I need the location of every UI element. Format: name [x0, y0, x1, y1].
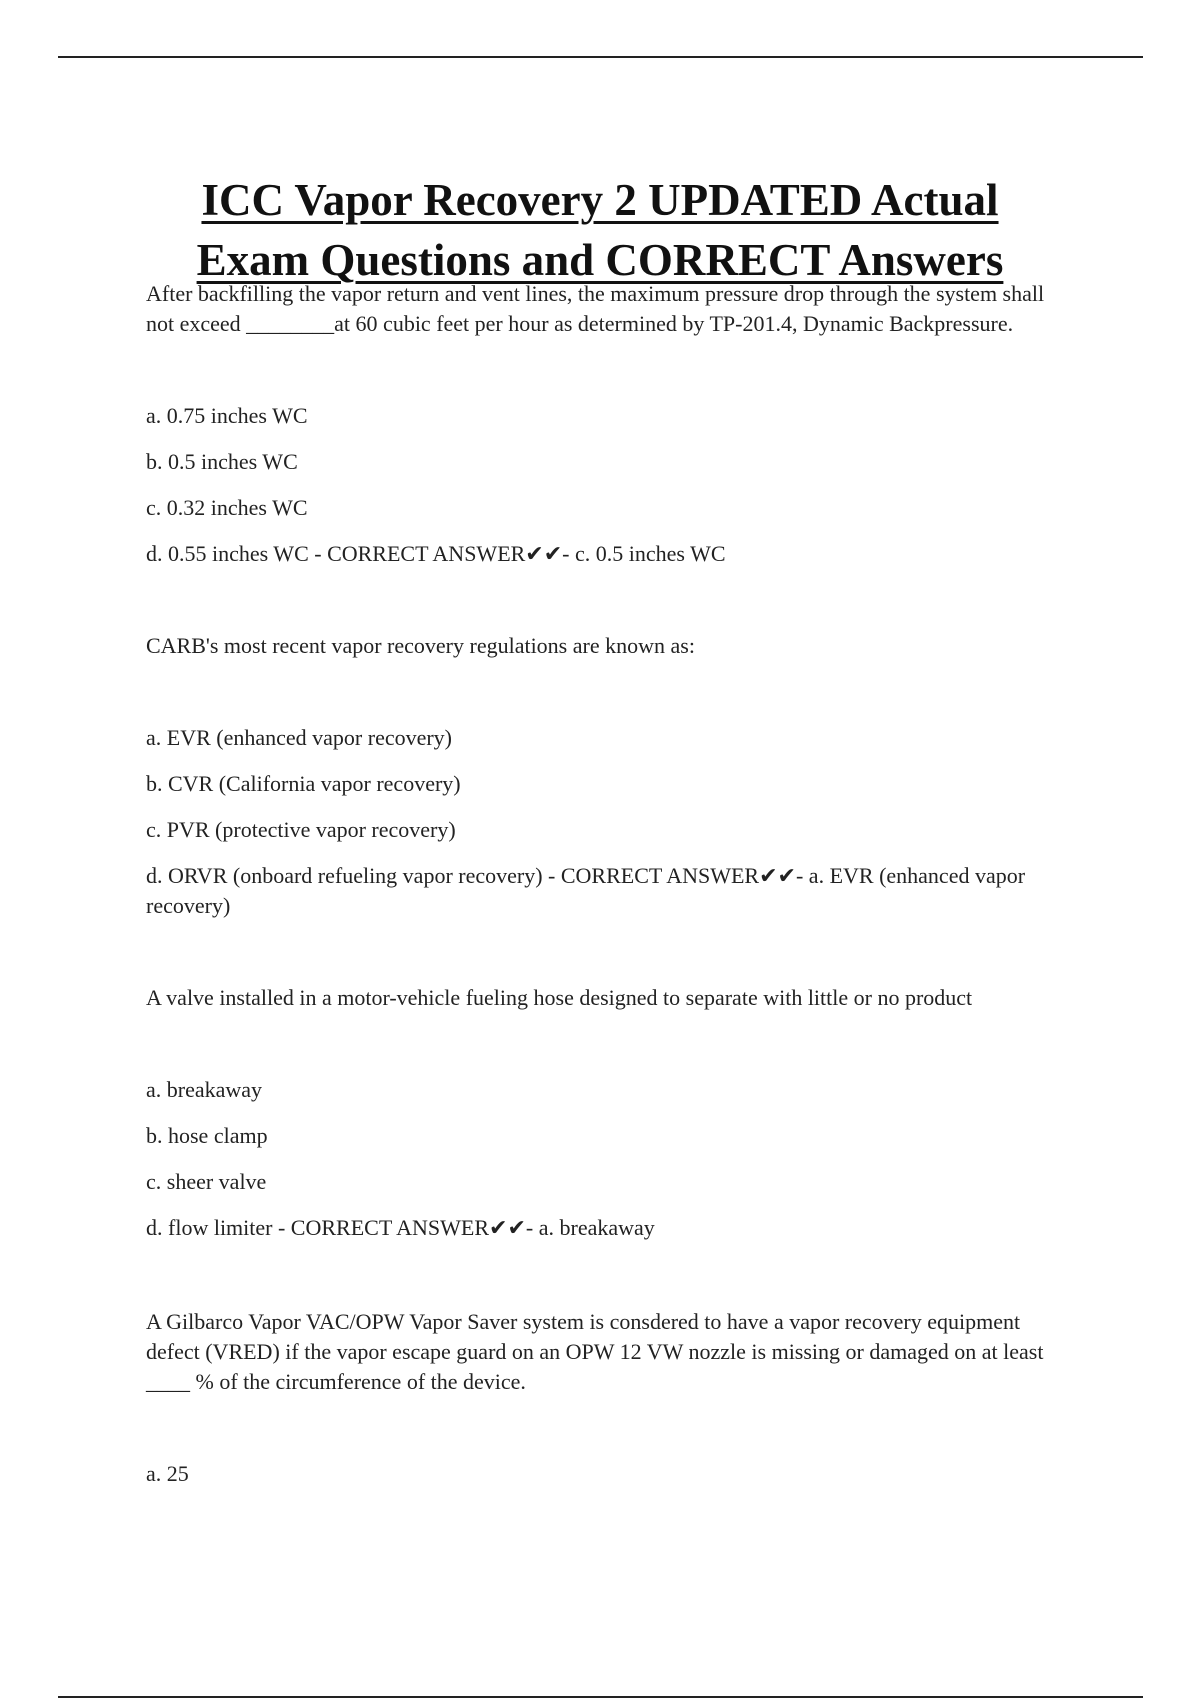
question-text: After backfilling the vapor return and vent lines, the maximum pressure drop through the system shall not exceed ________at 60 cubic feet per hour as determined by TP-201.4, Dynamic Backpressure. [146, 281, 1045, 336]
answer-option: a. breakaway [146, 1077, 263, 1102]
answer-option: b. hose clamp [146, 1123, 268, 1148]
answer-option: a. 0.75 inches WC [146, 403, 308, 428]
question-text: A valve installed in a motor-vehicle fueling hose designed to separate with little or no product [146, 985, 973, 1010]
top-rule [58, 56, 1143, 58]
document-title [0, 170, 1200, 290]
answer-options [146, 1075, 1066, 1243]
answer-option: a. EVR (enhanced vapor recovery) [146, 725, 453, 750]
title-line-2: Exam Questions and CORRECT Answers [196, 235, 1004, 286]
question-block [146, 1307, 1066, 1489]
question-block [146, 279, 1066, 569]
answer-option: c. sheer valve [146, 1169, 267, 1194]
question-text: A Gilbarco Vapor VAC/OPW Vapor Saver system is consdered to have a vapor recovery equipment defect (VRED) if the vapor escape guard on an OPW 12 VW nozzle is missing or damaged on at least ____ % of the circumference of the device. [146, 1309, 1044, 1394]
answer-option-with-correct-answer: d. ORVR (onboard refueling vapor recovery) - CORRECT ANSWER✔✔- a. EVR (enhanced vapor recovery) [146, 863, 1026, 918]
question-block [146, 983, 1066, 1243]
question-text: CARB's most recent vapor recovery regulations are known as: [146, 633, 695, 658]
answer-option: c. 0.32 inches WC [146, 495, 308, 520]
answer-option: c. PVR (protective vapor recovery) [146, 817, 456, 842]
answer-options [146, 401, 1066, 569]
answer-option: a. 25 [146, 1461, 189, 1486]
bottom-rule [58, 1696, 1143, 1698]
answer-option-with-correct-answer: d. 0.55 inches WC - CORRECT ANSWER✔✔- c. 0.5 inches WC [146, 541, 726, 566]
answer-options [146, 1459, 1066, 1489]
answer-option: b. 0.5 inches WC [146, 449, 298, 474]
question-block [146, 631, 1066, 921]
answer-option: b. CVR (California vapor recovery) [146, 771, 461, 796]
answer-options [146, 723, 1066, 921]
title-line-1: ICC Vapor Recovery 2 UPDATED Actual [201, 175, 999, 226]
question-list [146, 279, 1066, 1549]
answer-option-with-correct-answer: d. flow limiter - CORRECT ANSWER✔✔- a. breakaway [146, 1215, 655, 1240]
